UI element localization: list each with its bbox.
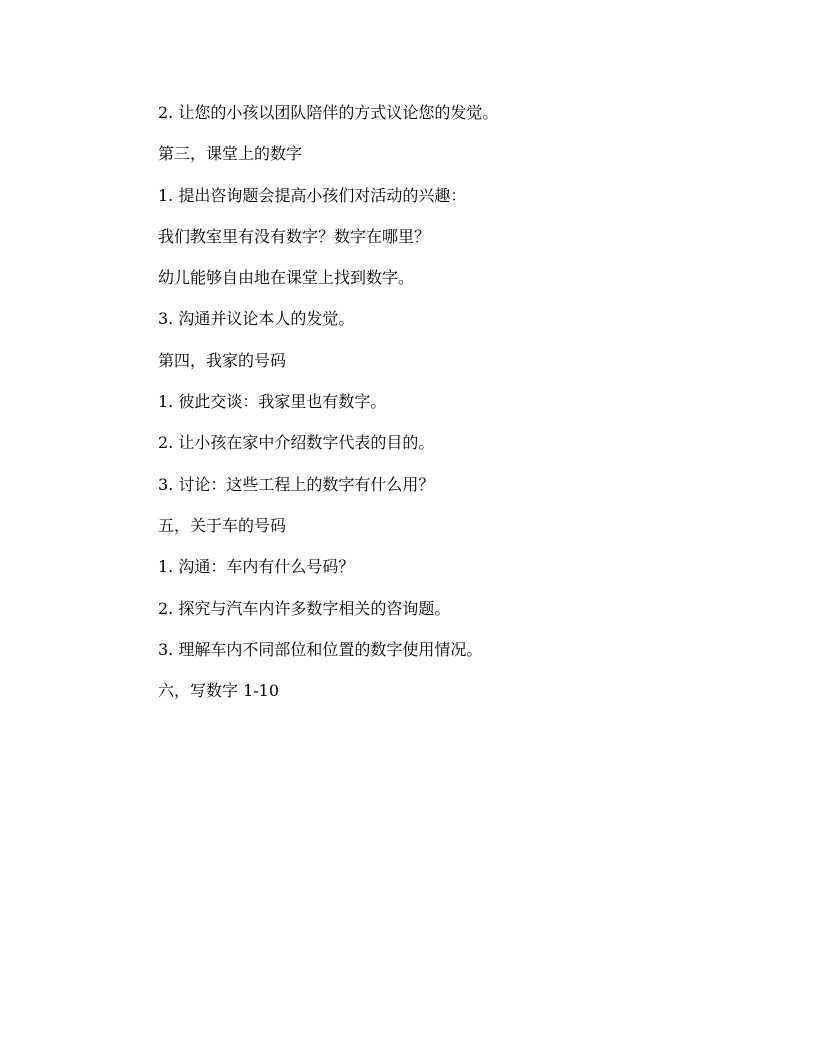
list-item-ask-questions: 1. 提出咨询题会提高小孩们对活动的兴趣： [158, 185, 467, 205]
list-item-introduce-number-purpose: 2. 让小孩在家中介绍数字代表的目的。 [158, 433, 435, 453]
list-item-share-findings: 3. 沟通并议论本人的发觉。 [158, 309, 355, 329]
section-heading-car-numbers: 五，关于车的号码 [158, 515, 287, 535]
list-item-explore-car-numbers: 2. 探究与汽车内许多数字相关的咨询题。 [158, 598, 451, 618]
document-body [158, 103, 718, 722]
list-item-discuss-findings-in-groups: 2. 让您的小孩以团队陪伴的方式议论您的发觉。 [158, 103, 499, 122]
list-item-talk-home-numbers: 1. 彼此交谈：我家里也有数字。 [158, 392, 387, 412]
list-item-car-number-question: 1. 沟通：车内有什么号码？ [158, 557, 355, 577]
section-heading-home-numbers: 第四，我家的号码 [158, 350, 287, 370]
question-line-classroom-numbers: 我们教室里有没有数字？数字在哪里？ [158, 226, 431, 246]
section-heading-classroom-numbers: 第三，课堂上的数字 [158, 144, 303, 164]
list-item-discuss-number-use: 3. 讨论：这些工程上的数字有什么用？ [158, 474, 435, 494]
text-line-find-numbers: 幼儿能够自由地在课堂上找到数字。 [158, 268, 415, 288]
section-heading-write-numbers: 六，写数字 1-10 [158, 681, 280, 701]
list-item-understand-car-number-use: 3. 理解车内不同部位和位置的数字使用情况。 [158, 639, 483, 659]
